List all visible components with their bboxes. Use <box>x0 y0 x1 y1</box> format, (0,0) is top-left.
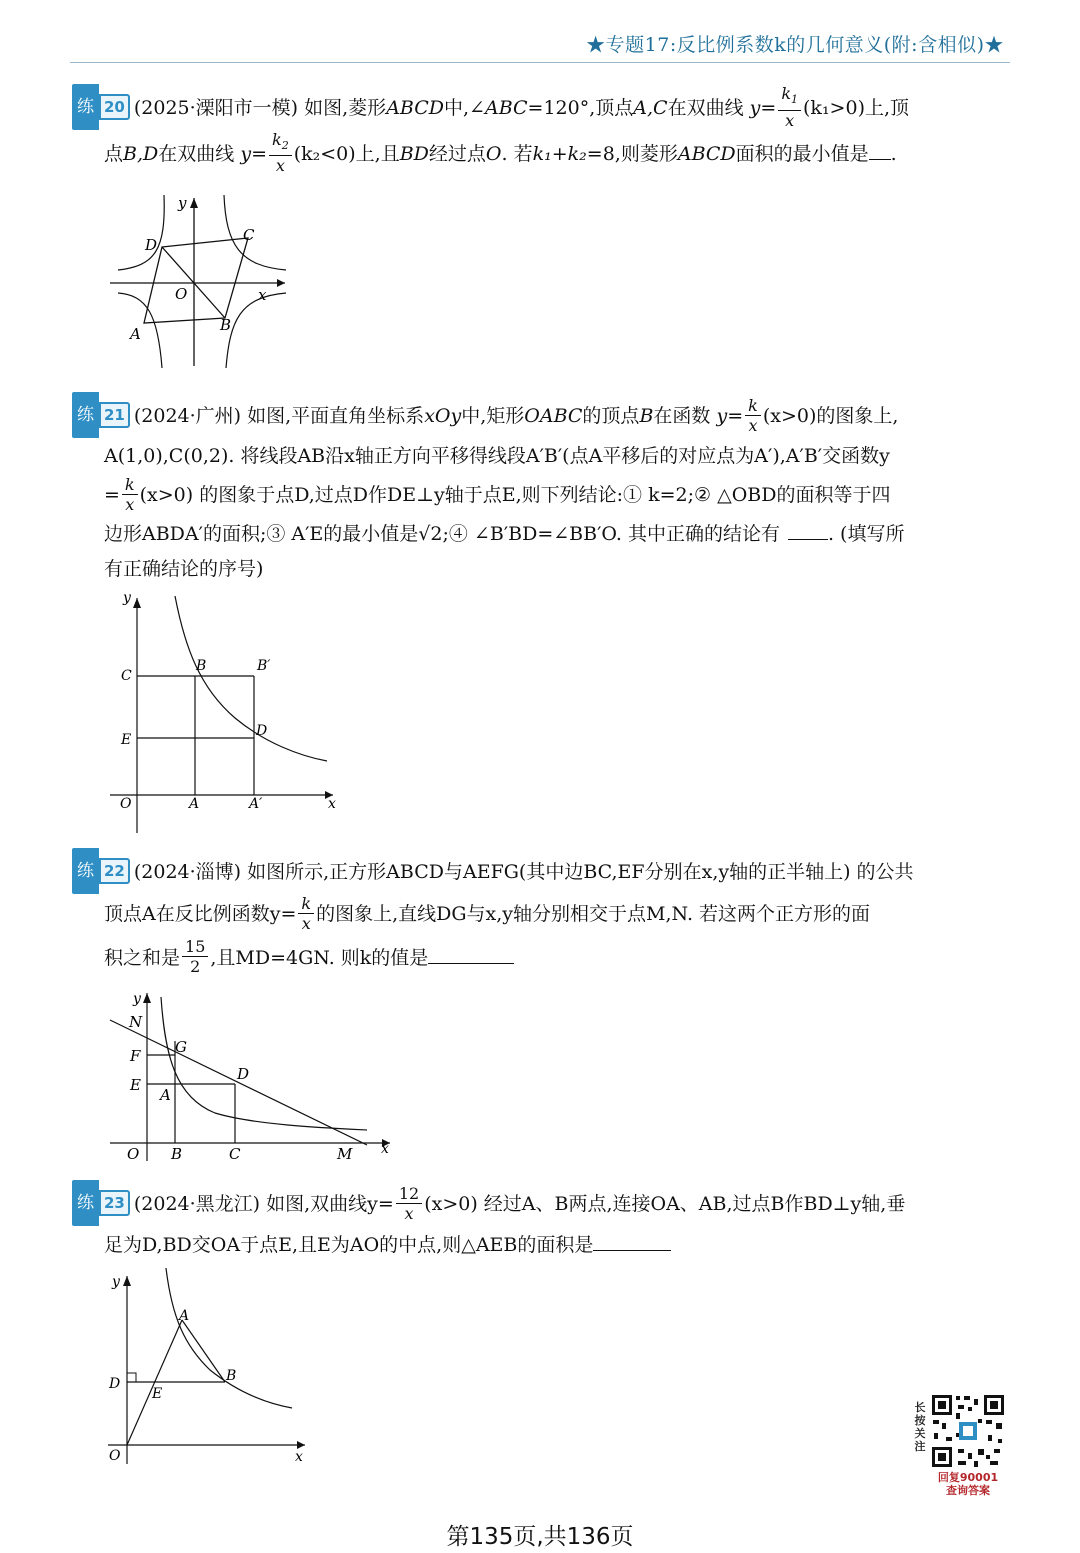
fig-label: B′ <box>257 658 271 674</box>
math: 15 <box>182 937 208 957</box>
fig-label: x <box>258 286 267 304</box>
tag-label: 练 <box>72 1180 99 1226</box>
text: 经过点 <box>428 142 486 165</box>
problem-line: 练 20 (2025·溧阳市一模) 如图,菱形ABCD中,∠ABC=120°,顶点A,C在双曲线 y= $\frac{k_1}{x}$ (k₁>0)上,顶 <box>72 86 1012 132</box>
text: =120°,顶点 <box>527 97 634 119</box>
text: 上,顶 <box>864 97 910 119</box>
text: 上,且 <box>355 142 400 165</box>
problem-tag <box>72 402 130 428</box>
fig-label: O <box>109 1448 121 1464</box>
qr-caption <box>922 1471 1014 1497</box>
text: 中,∠ <box>444 97 485 119</box>
text: 的图象上, <box>816 405 899 427</box>
math: B <box>639 405 654 427</box>
fig-label: O <box>127 1145 140 1163</box>
fig-label: G <box>175 1038 187 1056</box>
fig-label: y <box>112 1274 120 1290</box>
text: = <box>104 484 120 506</box>
figure-22 <box>105 985 405 1165</box>
page-header <box>70 24 1010 63</box>
math: 2 <box>190 957 201 976</box>
text: . <box>890 142 897 165</box>
fig-label: y <box>133 991 141 1007</box>
text: (2025·溧阳市一模) 如图,菱形 <box>133 97 387 119</box>
fig-label: M <box>337 1145 353 1163</box>
math: ABCD <box>677 142 736 165</box>
tag-label: 练 <box>72 392 99 438</box>
fig-label: N <box>129 1013 143 1031</box>
math: 2 <box>281 139 289 153</box>
fig-label: C <box>121 668 132 684</box>
math: ABC <box>484 97 528 119</box>
fig-label: O <box>120 796 132 812</box>
math: xOy <box>424 405 462 427</box>
text: ,且MD=4GN. 则k的值是 <box>210 946 429 969</box>
fig-label: y <box>123 590 131 606</box>
fraction <box>396 1184 422 1223</box>
math: 12 <box>396 1184 422 1204</box>
fraction <box>182 937 208 976</box>
text: 边形ABDA′的面积;③ A′E的最小值是√2;④ ∠B′BD=∠BB′O. 其中正确的结论有 <box>104 523 780 545</box>
problem-line: 练 21 (2024·广州) 如图,平面直角坐标系xOy中,矩形OABC的顶点B在函数 y= $\frac{k}{x}$ (x>0)的图象上, <box>72 394 1012 438</box>
math: OABC <box>524 405 583 427</box>
math: k <box>271 130 282 149</box>
fig-label: F <box>130 1047 141 1065</box>
tag-label: 练 <box>72 848 99 894</box>
text: 顶点A在反比例函数y= <box>104 903 297 925</box>
fig-label: A <box>160 1086 171 1104</box>
fig-label: D <box>109 1376 121 1392</box>
math: x <box>125 494 135 514</box>
text: 点 <box>104 142 124 165</box>
math: BD <box>399 142 429 165</box>
math: O <box>485 142 502 165</box>
tag-number: 23 <box>99 1190 130 1216</box>
text: (x>0) 经过A、B两点,连接OA、AB,过点B作BD⊥y轴,垂 <box>424 1193 906 1215</box>
tag-label: 练 <box>72 84 99 130</box>
fig-label: E <box>121 732 132 748</box>
fig-label: D <box>256 723 268 739</box>
answer-blank <box>788 539 828 540</box>
fig-label: O <box>175 285 188 303</box>
math: x <box>275 156 285 176</box>
problem-tag <box>72 858 130 884</box>
fraction <box>122 475 138 514</box>
problem-tag <box>72 1190 130 1216</box>
fig-label: D <box>237 1065 250 1083</box>
problem-22 <box>72 850 1012 981</box>
fig-label: A′ <box>249 796 263 812</box>
fig-label: B <box>171 1145 183 1163</box>
math: y <box>716 405 728 427</box>
fig-label: x <box>381 1141 389 1157</box>
problem-20 <box>72 86 1012 177</box>
answer-blank <box>593 1250 671 1251</box>
figure-20 <box>100 190 300 370</box>
text: 在函数 <box>653 405 711 427</box>
text: 在双曲线 <box>158 142 235 165</box>
fraction <box>745 396 761 435</box>
math: k <box>781 84 792 104</box>
math: x <box>301 913 311 933</box>
math: x <box>748 415 758 435</box>
fig-label: E <box>152 1386 163 1402</box>
fig-label: B <box>196 658 207 674</box>
problem-line <box>72 474 1012 516</box>
qr-code-area[interactable] <box>912 1393 1012 1503</box>
fig-label: B <box>226 1368 237 1384</box>
qr-code-icon[interactable] <box>930 1393 1006 1469</box>
problem-line: 点B,D在双曲线 y= $\frac{k_2}{x}$ (k₂<0)上,且BD经过点O. 若k₁+k₂=8,则菱形ABCD面积的最小值是 . <box>104 130 897 176</box>
problem-line <box>72 850 1012 894</box>
problem-line <box>72 438 1012 474</box>
fig-label: y <box>178 194 187 212</box>
math: A,C <box>633 97 668 119</box>
text: 面积的最小值是 <box>735 142 869 165</box>
text: (2024·淄博) 如图所示,正方形ABCD与AEFG(其中边BC,EF分别在x,y轴的正半轴上) 的公共 <box>133 861 914 883</box>
text: (2024·黑龙江) 如图,双曲线y= <box>133 1193 394 1215</box>
math: ABCD <box>386 97 444 119</box>
fig-label: A <box>130 325 141 343</box>
fig-label: C <box>243 226 255 244</box>
math: y <box>749 97 761 119</box>
text: 在双曲线 <box>667 97 744 119</box>
tag-number: 21 <box>99 402 130 428</box>
fig-label: C <box>229 1145 241 1163</box>
fraction <box>269 130 292 175</box>
problem-tag <box>72 94 130 120</box>
figure-21 <box>105 588 345 838</box>
fig-label: A <box>189 796 200 812</box>
tag-number: 22 <box>99 858 130 884</box>
text: . (填写所 <box>827 523 905 545</box>
answer-blank <box>428 963 514 964</box>
answer-blank <box>869 159 891 160</box>
math: k <box>122 475 138 495</box>
problem-line <box>72 935 1012 981</box>
fig-label: A <box>179 1308 190 1324</box>
fraction <box>298 894 314 933</box>
math: (x>0) <box>762 405 817 427</box>
math: 1 <box>791 93 799 107</box>
math: x <box>404 1203 414 1223</box>
text: 积之和是 <box>104 946 181 969</box>
fig-label: D <box>145 236 158 254</box>
text: 足为D,BD交OA于点E,且E为AO的中点,则△AEB的面积是 <box>104 1234 594 1256</box>
problem-line <box>72 894 1012 935</box>
fig-label: x <box>295 1449 303 1465</box>
tag-number: 20 <box>99 94 130 120</box>
qr-caption-line: 回复90001 <box>937 1471 999 1484</box>
math: x <box>785 110 795 130</box>
text: A(1,0),C(0,2). 将线段AB沿x轴正方向平移得线段A′B′(点A平移后的对应点为A′),A′B′交函数y <box>104 445 890 467</box>
text: =8,则菱形 <box>586 142 678 165</box>
text: . 若 <box>501 142 533 165</box>
text: (x>0) 的图象于点D,过点D作DE⊥y轴于点E,则下列结论:① k=2;② △OBD的面积等于四 <box>139 484 891 506</box>
page-footer: 第135页,共136页 <box>446 1524 634 1550</box>
fig-label: E <box>130 1076 141 1094</box>
math: k <box>298 894 314 914</box>
math: k₁+k₂ <box>532 142 587 165</box>
math: k <box>745 396 761 416</box>
text: (2024·广州) 如图,平面直角坐标系 <box>133 405 425 427</box>
qr-caption-line: 查询答案 <box>946 1484 990 1497</box>
math: (k₁>0) <box>803 97 865 119</box>
problem-line <box>72 1182 1012 1226</box>
text: 有正确结论的序号) <box>104 558 264 580</box>
figure-23 <box>100 1268 315 1468</box>
fig-label: B <box>220 316 232 334</box>
math: y <box>240 142 252 165</box>
problem-line <box>72 516 1012 552</box>
math: B,D <box>123 142 159 165</box>
problem-line <box>72 1226 1012 1264</box>
qr-side-text: 长按关注 <box>914 1401 926 1453</box>
fraction <box>778 84 801 129</box>
problem-23 <box>72 1182 1012 1264</box>
text: 的顶点 <box>582 405 640 427</box>
math: (k₂<0) <box>293 142 356 165</box>
header-title: ★专题17:反比例系数k的几何意义(附:含相似)★ <box>586 34 1004 56</box>
text: 中,矩形 <box>461 405 525 427</box>
text: 的图象上,直线DG与x,y轴分别相交于点M,N. 若这两个正方形的面 <box>316 903 871 925</box>
fig-label: x <box>328 796 336 812</box>
problem-21 <box>72 394 1012 586</box>
problem-line <box>72 552 1012 586</box>
